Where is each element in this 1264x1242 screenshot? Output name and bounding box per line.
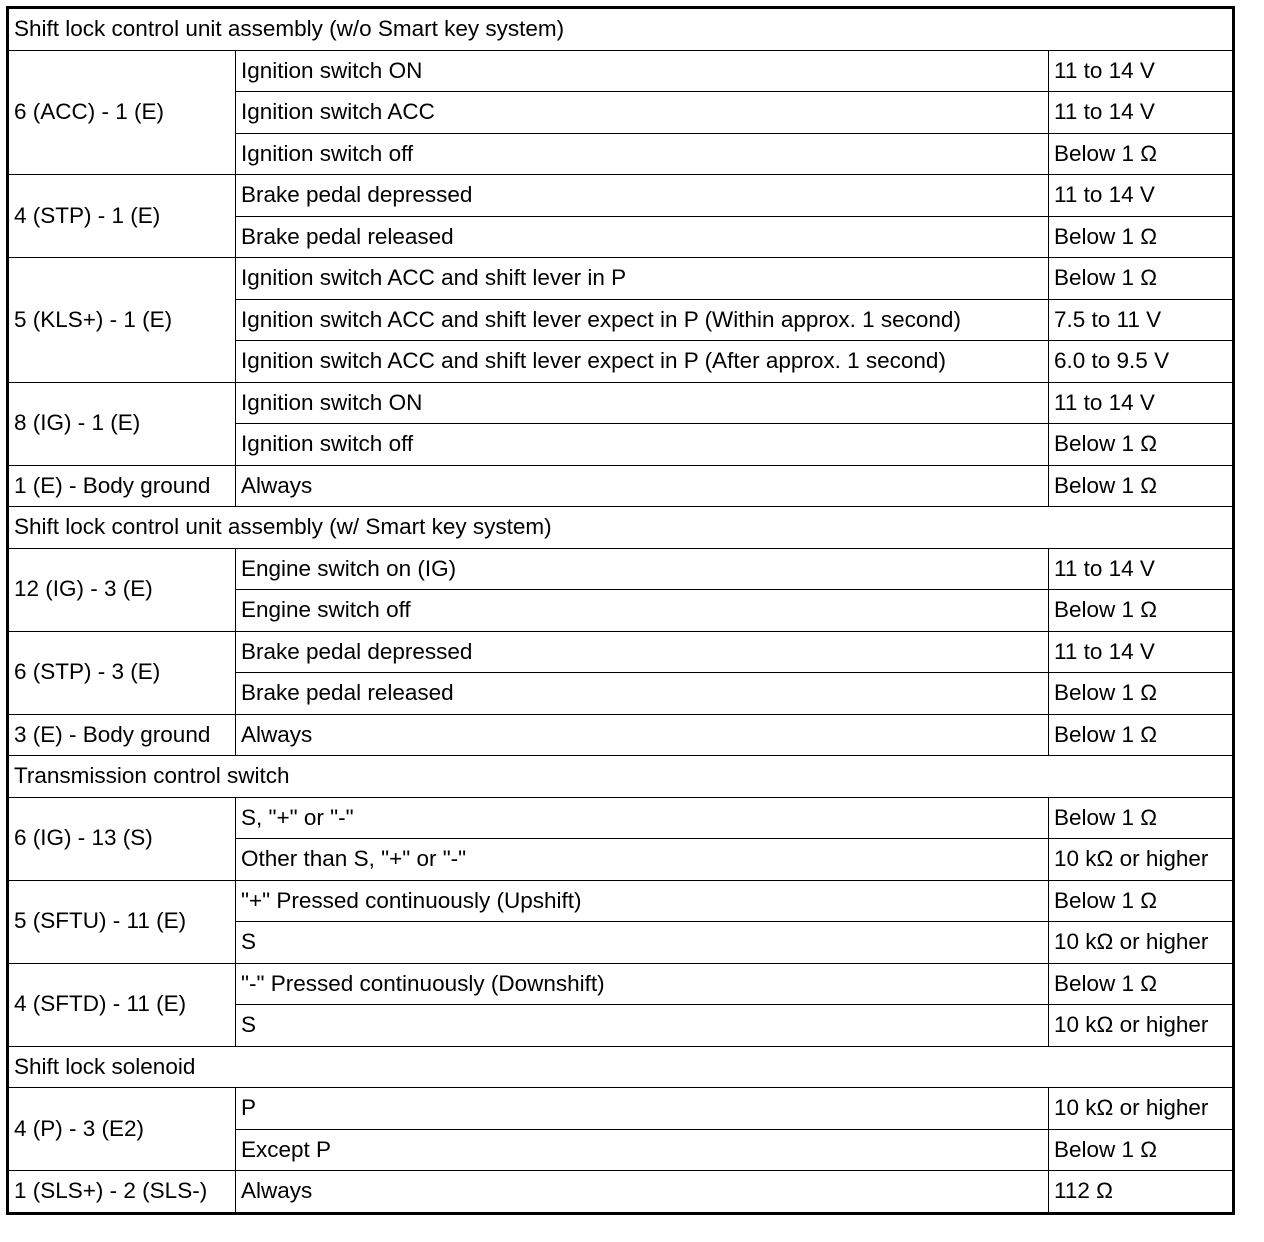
terminal-cell: 5 (KLS+) - 1 (E) (8, 258, 236, 383)
terminal-cell: 4 (SFTD) - 11 (E) (8, 963, 236, 1046)
condition-cell: Ignition switch off (236, 424, 1049, 466)
condition-cell: Except P (236, 1129, 1049, 1171)
condition-cell: Brake pedal released (236, 216, 1049, 258)
condition-cell: Brake pedal depressed (236, 631, 1049, 673)
condition-cell: S (236, 922, 1049, 964)
section-title: Shift lock solenoid (8, 1046, 1234, 1088)
table-row (8, 880, 1234, 922)
spec-cell: 10 kΩ or higher (1049, 1088, 1234, 1130)
terminal-cell: 5 (SFTU) - 11 (E) (8, 880, 236, 963)
section-header-row (8, 8, 1234, 51)
table-row (8, 465, 1234, 507)
condition-cell: Ignition switch ACC (236, 92, 1049, 134)
table-row (8, 548, 1234, 590)
spec-cell: 10 kΩ or higher (1049, 839, 1234, 881)
table-row (8, 50, 1234, 92)
table-row (8, 382, 1234, 424)
spec-cell: Below 1 Ω (1049, 1129, 1234, 1171)
condition-cell: Always (236, 1171, 1049, 1214)
spec-cell: 10 kΩ or higher (1049, 922, 1234, 964)
terminal-cell: 6 (STP) - 3 (E) (8, 631, 236, 714)
table-row (8, 714, 1234, 756)
condition-cell: Ignition switch ON (236, 50, 1049, 92)
terminal-cell: 12 (IG) - 3 (E) (8, 548, 236, 631)
table-row (8, 797, 1234, 839)
spec-cell: 10 kΩ or higher (1049, 1005, 1234, 1047)
condition-cell: Always (236, 714, 1049, 756)
spec-cell: 11 to 14 V (1049, 382, 1234, 424)
condition-cell: Other than S, "+" or "-" (236, 839, 1049, 881)
terminal-cell: 1 (SLS+) - 2 (SLS-) (8, 1171, 236, 1214)
table-row (8, 631, 1234, 673)
spec-cell: 11 to 14 V (1049, 548, 1234, 590)
spec-cell: 11 to 14 V (1049, 92, 1234, 134)
condition-cell: Engine switch off (236, 590, 1049, 632)
spec-table-body (8, 8, 1234, 1214)
condition-cell: Ignition switch ON (236, 382, 1049, 424)
condition-cell: Ignition switch ACC and shift lever expect in P (After approx. 1 second) (236, 341, 1049, 383)
spec-cell: Below 1 Ω (1049, 963, 1234, 1005)
condition-cell: Brake pedal depressed (236, 175, 1049, 217)
condition-cell: Always (236, 465, 1049, 507)
spec-table (6, 6, 1235, 1215)
terminal-cell: 6 (IG) - 13 (S) (8, 797, 236, 880)
table-row (8, 963, 1234, 1005)
terminal-cell: 8 (IG) - 1 (E) (8, 382, 236, 465)
condition-cell: Brake pedal released (236, 673, 1049, 715)
section-header-row (8, 1046, 1234, 1088)
terminal-cell: 4 (P) - 3 (E2) (8, 1088, 236, 1171)
terminal-cell: 3 (E) - Body ground (8, 714, 236, 756)
section-title: Shift lock control unit assembly (w/ Smart key system) (8, 507, 1234, 549)
condition-cell: Ignition switch off (236, 133, 1049, 175)
terminal-cell: 4 (STP) - 1 (E) (8, 175, 236, 258)
spec-cell: Below 1 Ω (1049, 258, 1234, 300)
spec-cell: Below 1 Ω (1049, 216, 1234, 258)
section-title: Shift lock control unit assembly (w/o Smart key system) (8, 8, 1234, 51)
spec-cell: Below 1 Ω (1049, 880, 1234, 922)
table-row (8, 1171, 1234, 1214)
table-row (8, 258, 1234, 300)
condition-cell: S (236, 1005, 1049, 1047)
spec-cell: Below 1 Ω (1049, 797, 1234, 839)
section-title: Transmission control switch (8, 756, 1234, 798)
spec-cell: Below 1 Ω (1049, 133, 1234, 175)
spec-cell: 11 to 14 V (1049, 50, 1234, 92)
spec-cell: 11 to 14 V (1049, 631, 1234, 673)
terminal-cell: 6 (ACC) - 1 (E) (8, 50, 236, 175)
condition-cell: Engine switch on (IG) (236, 548, 1049, 590)
terminal-cell: 1 (E) - Body ground (8, 465, 236, 507)
spec-cell: 112 Ω (1049, 1171, 1234, 1214)
condition-cell: P (236, 1088, 1049, 1130)
table-row (8, 175, 1234, 217)
condition-cell: Ignition switch ACC and shift lever expect in P (Within approx. 1 second) (236, 299, 1049, 341)
spec-cell: Below 1 Ω (1049, 590, 1234, 632)
spec-cell: 11 to 14 V (1049, 175, 1234, 217)
condition-cell: "+" Pressed continuously (Upshift) (236, 880, 1049, 922)
spec-cell: 6.0 to 9.5 V (1049, 341, 1234, 383)
condition-cell: "-" Pressed continuously (Downshift) (236, 963, 1049, 1005)
spec-cell: Below 1 Ω (1049, 673, 1234, 715)
section-header-row (8, 507, 1234, 549)
spec-cell: Below 1 Ω (1049, 424, 1234, 466)
spec-cell: 7.5 to 11 V (1049, 299, 1234, 341)
condition-cell: S, "+" or "-" (236, 797, 1049, 839)
spec-cell: Below 1 Ω (1049, 465, 1234, 507)
spec-cell: Below 1 Ω (1049, 714, 1234, 756)
table-row (8, 1088, 1234, 1130)
condition-cell: Ignition switch ACC and shift lever in P (236, 258, 1049, 300)
section-header-row (8, 756, 1234, 798)
